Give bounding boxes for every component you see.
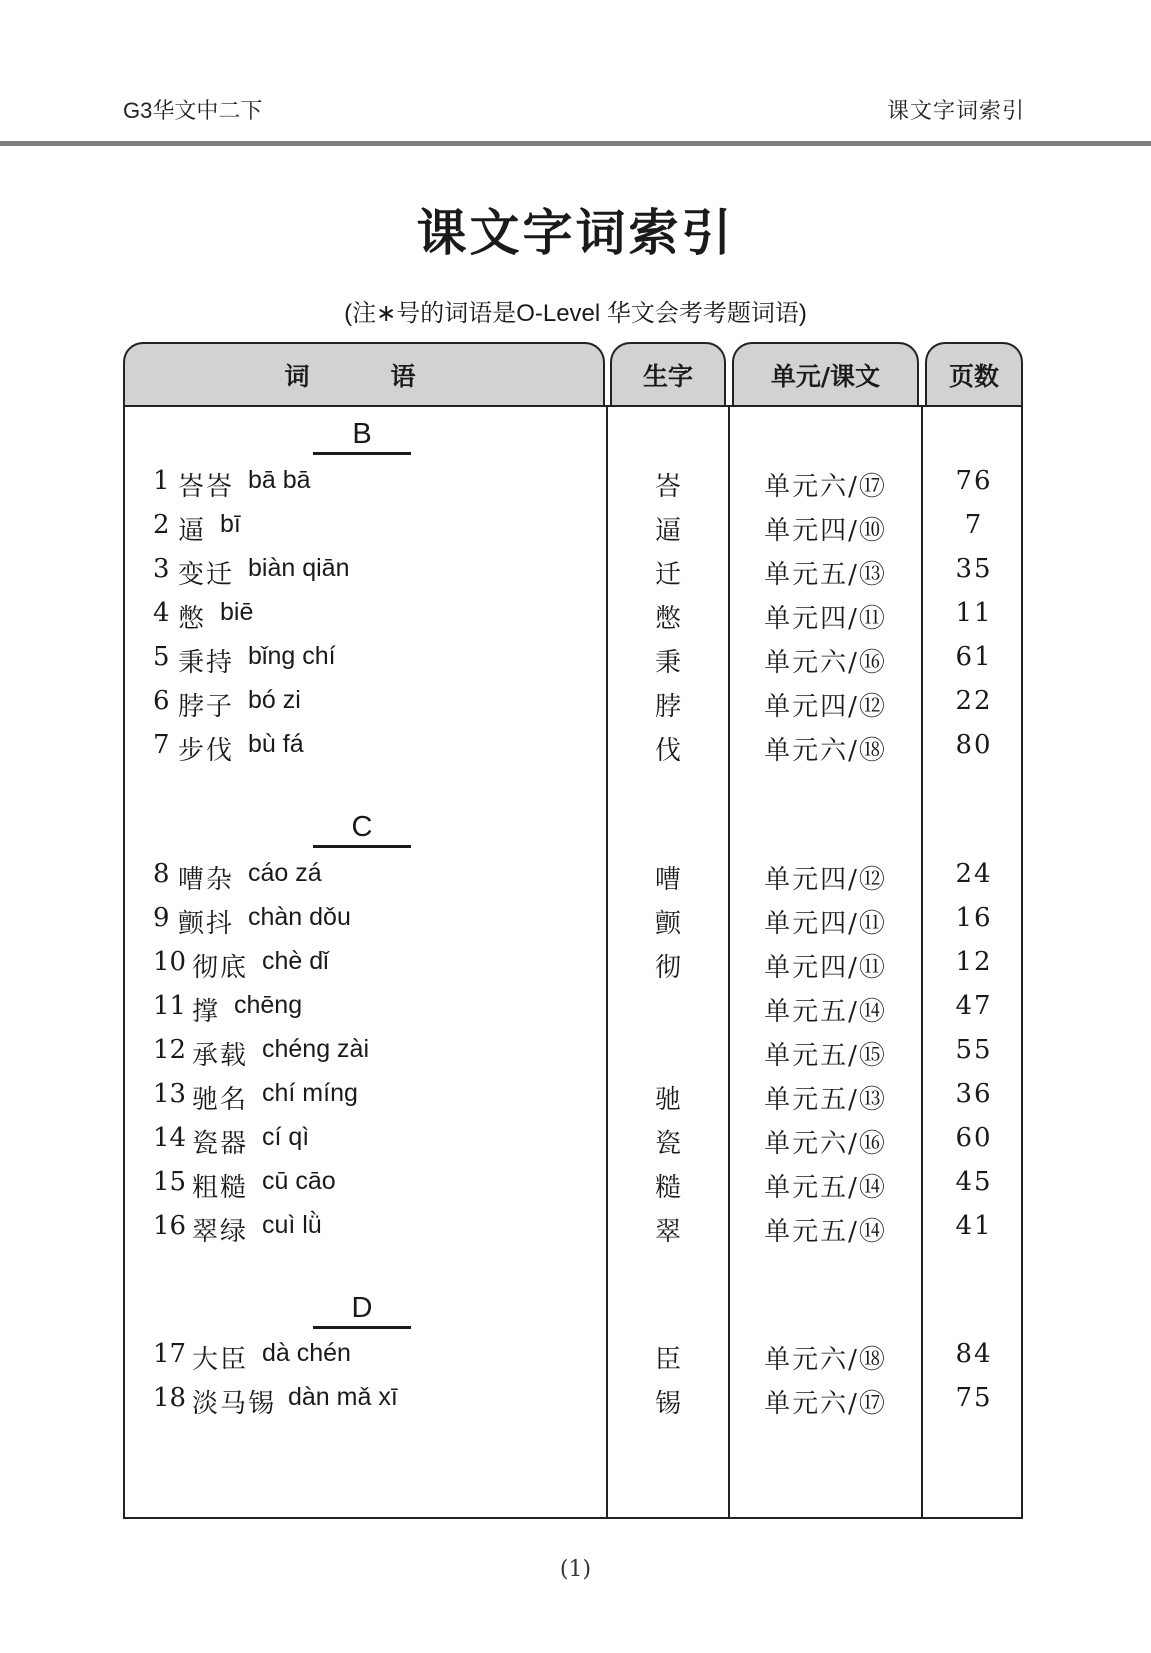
running-header-book-title: G3华文中二下 xyxy=(123,98,263,123)
column-header-new-character: 生字 xyxy=(610,342,726,405)
entry-page: 61 xyxy=(955,642,993,672)
entry-unit-lesson: 单元四/⑪ xyxy=(764,909,887,939)
entry-number: 18 xyxy=(153,1383,187,1413)
entry-new-character: 秉 xyxy=(654,648,681,678)
entry-page: 22 xyxy=(955,686,993,716)
table-row xyxy=(123,1035,1023,1075)
entry-unit-lesson: 单元五/⑬ xyxy=(764,1085,887,1115)
table-header-divider xyxy=(123,405,1023,407)
entry-unit-lesson: 单元四/⑫ xyxy=(764,692,887,722)
entry-word: 翠绿 xyxy=(192,1217,249,1247)
page-note: (注∗号的词语是O-Level 华文会考考题词语) xyxy=(344,300,807,327)
entry-pinyin: chēng xyxy=(234,991,303,1019)
entry-word: 峇峇 xyxy=(178,472,235,502)
entry-word: 嘈杂 xyxy=(178,865,235,895)
table-row xyxy=(123,1211,1023,1251)
entry-unit-lesson: 单元六/⑱ xyxy=(764,1345,887,1375)
entry-new-character: 瓷 xyxy=(654,1129,681,1159)
entry-page: 60 xyxy=(955,1123,993,1153)
entry-word: 大臣 xyxy=(192,1345,249,1375)
entry-number: 11 xyxy=(153,991,187,1021)
entry-page: 12 xyxy=(955,947,993,977)
entry-page: 55 xyxy=(955,1035,993,1065)
table-row xyxy=(123,1079,1023,1119)
table-row xyxy=(123,991,1023,1031)
entry-word: 瓷器 xyxy=(192,1129,249,1159)
entry-page: 16 xyxy=(955,903,993,933)
section-underline xyxy=(313,452,411,455)
entry-pinyin: cuì lǜ xyxy=(262,1211,322,1239)
entry-pinyin: cū cāo xyxy=(262,1167,336,1195)
entry-page: 24 xyxy=(955,859,993,889)
entry-number: 1 xyxy=(153,466,170,496)
entry-unit-lesson: 单元四/⑩ xyxy=(764,516,887,546)
entry-word: 驰名 xyxy=(192,1085,249,1115)
table-row xyxy=(123,554,1023,594)
table-row xyxy=(123,1383,1023,1423)
table-row xyxy=(123,510,1023,550)
entry-number: 14 xyxy=(153,1123,187,1153)
entry-unit-lesson: 单元五/⑬ xyxy=(764,560,887,590)
entry-word: 逼 xyxy=(178,516,207,546)
entry-word: 步伐 xyxy=(178,736,235,766)
entry-unit-lesson: 单元六/⑯ xyxy=(764,1129,887,1159)
entry-pinyin: chí míng xyxy=(262,1079,358,1107)
table-bottom-border xyxy=(123,1517,1023,1519)
table-row xyxy=(123,859,1023,899)
entry-number: 9 xyxy=(153,903,170,933)
entry-word: 脖子 xyxy=(178,692,235,722)
section-heading-d: D xyxy=(313,1292,411,1325)
entry-pinyin: chè dǐ xyxy=(262,947,329,975)
section-underline xyxy=(313,845,411,848)
table-row xyxy=(123,642,1023,682)
running-header-section-title: 课文字词索引 xyxy=(886,98,1025,123)
entry-word: 颤抖 xyxy=(178,909,235,939)
entry-number: 16 xyxy=(153,1211,187,1241)
entry-pinyin: chàn dǒu xyxy=(248,903,351,931)
entry-word: 粗糙 xyxy=(192,1173,249,1203)
header-divider xyxy=(0,141,1151,146)
entry-number: 10 xyxy=(153,947,187,977)
entry-number: 17 xyxy=(153,1339,187,1369)
table-row xyxy=(123,730,1023,770)
entry-page: 76 xyxy=(955,466,993,496)
table-row xyxy=(123,1339,1023,1379)
entry-new-character: 糙 xyxy=(654,1173,681,1203)
entry-word: 憋 xyxy=(178,604,207,634)
entry-number: 3 xyxy=(153,554,170,584)
section-heading-b: B xyxy=(313,418,411,451)
entry-unit-lesson: 单元六/⑰ xyxy=(764,1389,887,1419)
entry-page: 11 xyxy=(955,598,993,628)
entry-pinyin: cáo zá xyxy=(248,859,322,887)
entry-page: 80 xyxy=(955,730,993,760)
vocabulary-index-table xyxy=(123,342,1023,1519)
entry-page: 35 xyxy=(955,554,993,584)
section-underline xyxy=(313,1326,411,1329)
entry-unit-lesson: 单元六/⑯ xyxy=(764,648,887,678)
entry-new-character: 嘈 xyxy=(654,865,681,895)
entry-number: 4 xyxy=(153,598,170,628)
entry-number: 15 xyxy=(153,1167,187,1197)
entry-page: 45 xyxy=(955,1167,993,1197)
entry-number: 2 xyxy=(153,510,170,540)
entry-word: 淡马锡 xyxy=(192,1389,277,1419)
entry-word: 承载 xyxy=(192,1041,249,1071)
page-number: (1) xyxy=(559,1557,592,1582)
entry-page: 36 xyxy=(955,1079,993,1109)
entry-unit-lesson: 单元六/⑱ xyxy=(764,736,887,766)
entry-new-character: 颤 xyxy=(654,909,681,939)
entry-word: 秉持 xyxy=(178,648,235,678)
entry-number: 7 xyxy=(153,730,170,760)
entry-pinyin: dàn mǎ xī xyxy=(288,1383,398,1411)
entry-pinyin: cí qì xyxy=(262,1123,310,1151)
entry-new-character: 翠 xyxy=(654,1217,681,1247)
entry-number: 13 xyxy=(153,1079,187,1109)
entry-new-character: 伐 xyxy=(654,736,681,766)
entry-new-character: 彻 xyxy=(654,953,681,983)
entry-pinyin: biàn qiān xyxy=(248,554,350,582)
entry-unit-lesson: 单元五/⑮ xyxy=(764,1041,887,1071)
table-row xyxy=(123,598,1023,638)
entry-page: 75 xyxy=(955,1383,993,1413)
table-row xyxy=(123,903,1023,943)
entry-unit-lesson: 单元五/⑭ xyxy=(764,1217,887,1247)
entry-number: 5 xyxy=(153,642,170,672)
entry-pinyin: bā bā xyxy=(248,466,311,494)
table-row xyxy=(123,1167,1023,1207)
page-title: 课文字词索引 xyxy=(416,204,735,262)
entry-pinyin: biē xyxy=(220,598,254,626)
entry-page: 41 xyxy=(955,1211,993,1241)
entry-unit-lesson: 单元五/⑭ xyxy=(764,1173,887,1203)
entry-pinyin: bó zi xyxy=(248,686,301,714)
table-row xyxy=(123,947,1023,987)
entry-new-character: 脖 xyxy=(654,692,681,722)
entry-number: 8 xyxy=(153,859,170,889)
entry-word: 彻底 xyxy=(192,953,249,983)
entry-unit-lesson: 单元四/⑫ xyxy=(764,865,887,895)
entry-unit-lesson: 单元五/⑭ xyxy=(764,997,887,1027)
entry-word: 变迁 xyxy=(178,560,235,590)
entry-number: 6 xyxy=(153,686,170,716)
entry-pinyin: bù fá xyxy=(248,730,304,758)
column-header-page: 页数 xyxy=(925,342,1023,405)
column-header-word: 词 语 xyxy=(123,342,605,405)
entry-new-character: 臣 xyxy=(654,1345,681,1375)
table-row xyxy=(123,466,1023,506)
entry-new-character: 锡 xyxy=(654,1389,681,1419)
entry-new-character: 峇 xyxy=(654,472,681,502)
entry-page: 84 xyxy=(955,1339,993,1369)
entry-new-character: 逼 xyxy=(654,516,681,546)
entry-page: 7 xyxy=(964,510,984,540)
entry-number: 12 xyxy=(153,1035,187,1065)
table-row xyxy=(123,1123,1023,1163)
entry-pinyin: chéng zài xyxy=(262,1035,370,1063)
column-header-unit-lesson: 单元/课文 xyxy=(732,342,919,405)
entry-new-character: 迁 xyxy=(654,560,681,590)
entry-word: 撑 xyxy=(192,997,221,1027)
entry-new-character: 憋 xyxy=(654,604,681,634)
entry-unit-lesson: 单元六/⑰ xyxy=(764,472,887,502)
entry-pinyin: bǐng chí xyxy=(248,642,336,670)
entry-pinyin: bī xyxy=(220,510,241,538)
entry-new-character: 驰 xyxy=(654,1085,681,1115)
table-row xyxy=(123,686,1023,726)
entry-unit-lesson: 单元四/⑪ xyxy=(764,604,887,634)
section-heading-c: C xyxy=(313,811,411,844)
entry-page: 47 xyxy=(955,991,993,1021)
entry-unit-lesson: 单元四/⑪ xyxy=(764,953,887,983)
entry-pinyin: dà chén xyxy=(262,1339,351,1367)
